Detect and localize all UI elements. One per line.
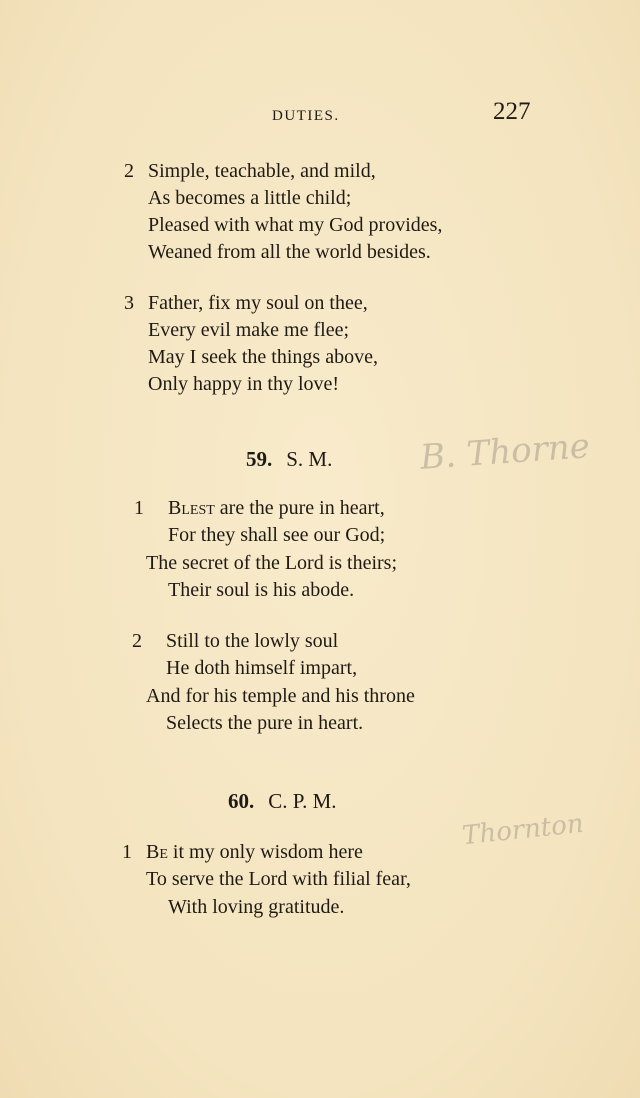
- stanza-number: 3: [124, 292, 134, 314]
- verse-line: As becomes a little child;: [148, 187, 352, 209]
- hymn-heading-59: [246, 447, 332, 472]
- first-word: Blest: [168, 497, 215, 519]
- verse-line: He doth himself impart,: [166, 657, 358, 679]
- hymn-number: 59.: [246, 447, 273, 471]
- verse-line: Every evil make me flee;: [148, 319, 350, 341]
- page-number: 227: [493, 98, 531, 125]
- hymn-meter: C. P. M.: [268, 789, 337, 813]
- verse-line: Father, fix my soul on thee,: [148, 292, 368, 314]
- verse-line: And for his temple and his throne: [146, 685, 415, 707]
- pencil-annotation: Thornton: [460, 808, 585, 852]
- verse-line: To serve the Lord with filial fear,: [146, 868, 411, 890]
- verse-line: Selects the pure in heart.: [166, 712, 364, 734]
- stanza-number: 2: [124, 160, 134, 182]
- verse-line: Blest are the pure in heart,: [168, 497, 385, 519]
- pencil-annotation: B. Thorne: [418, 426, 592, 478]
- stanza-number: 1: [134, 497, 144, 519]
- verse-line: Pleased with what my God provides,: [148, 214, 443, 236]
- hymn-number: 60.: [228, 789, 255, 813]
- verse-line: Be it my only wisdom here: [146, 841, 363, 863]
- verse-line: Still to the lowly soul: [166, 630, 339, 652]
- verse-line: With loving gratitude.: [168, 896, 345, 918]
- verse-line: Simple, teachable, and mild,: [148, 160, 376, 182]
- first-word: Be: [146, 841, 168, 863]
- hymn-meter: S. M.: [286, 447, 333, 471]
- stanza-number: 2: [132, 630, 142, 652]
- verse-line: The secret of the Lord is theirs;: [146, 552, 398, 574]
- verse-line: Weaned from all the world besides.: [148, 241, 431, 263]
- running-head: DUTIES.: [272, 108, 340, 124]
- verse-line: Their soul is his abode.: [168, 579, 355, 601]
- stanza-number: 1: [122, 841, 132, 863]
- hymn-heading-60: [228, 789, 337, 814]
- verse-line: For they shall see our God;: [168, 524, 386, 546]
- verse-line: Only happy in thy love!: [148, 373, 340, 395]
- verse-line: May I seek the things above,: [148, 346, 378, 368]
